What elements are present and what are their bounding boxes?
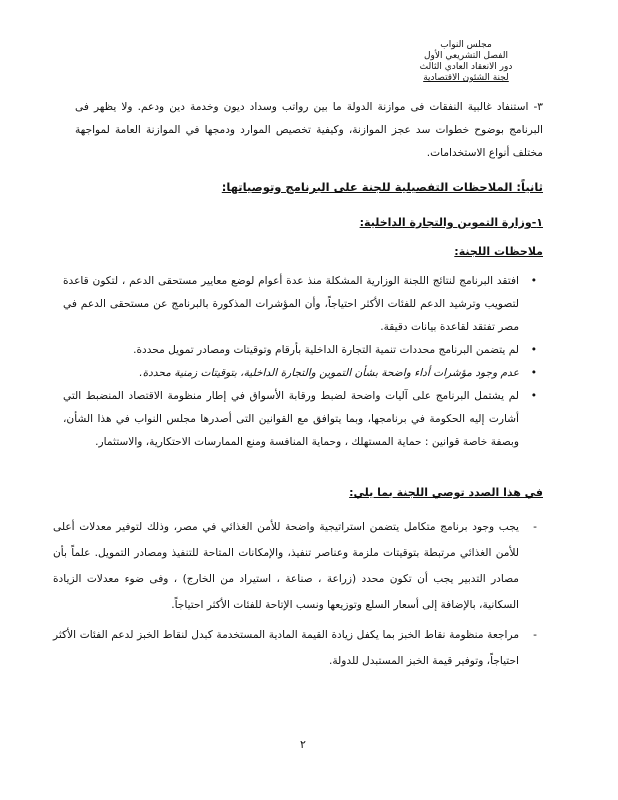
bullet-icon: • <box>530 344 537 356</box>
bullet-icon: • <box>530 390 537 402</box>
bullet-icon: • <box>530 367 537 379</box>
intro-point <box>75 96 543 165</box>
intro-point-number: ٣- <box>533 101 543 113</box>
recommendations-title: في هذا الصدد توصي اللجنة بما يلي: <box>349 486 543 499</box>
header-parliament: مجلس النواب <box>440 40 492 50</box>
recommendation-item <box>53 622 543 674</box>
intro-point-text: استنفاد غالبية النفقات فى موازنة الدولة ما بين رواتب وسداد ديون وخدمة دين ودعم. ولا يظهر فى البرنامج بوضوح خطوات سد عجز الموازنة، وكيفية تخصيص الموارد ودمجها في الموازنة العامة لمواجهة مختلف أنواع الاستخدامات. <box>75 101 543 159</box>
header-committee: لجنة الشئون الاقتصادية <box>423 73 509 83</box>
observation-item <box>63 270 543 339</box>
recommendation-text: يجب وجود برنامج متكامل يتضمن استراتيجية واضحة للأمن الغذائي في مصر، وذلك لتوفير معدلات أعلى للأمن الغذائي مرتبطة بتوقيتات ملزمة وعناصر تنفيذ، والإمكانات المتاحة للتنفيذ ومصادر التمويل. علماً بأن مصادر التدبير يجب أن تكون محدد (زراعة ، صناعة ، استيراد من الخارج) ، وفى ضوء معدلات الزيادة السكانية، بالإضافة إلى أسعار السلع وتوزيعها ونسب الإتاحة للفئات الأكثر احتياجاً. <box>53 521 519 611</box>
bullet-icon: • <box>530 275 537 287</box>
observation-text: عدم وجود مؤشرات أداء واضحة بشأن التموين والتجارة الداخلية، بتوقيتات زمنية محددة. <box>139 367 519 379</box>
dash-icon: - <box>533 521 537 533</box>
observations-list <box>63 270 543 454</box>
observation-item <box>63 362 543 385</box>
page-number: ٢ <box>300 738 306 751</box>
recommendation-text: مراجعة منظومة نقاط الخبز بما يكفل زيادة القيمة المادية المستخدمة كبدل لنقاط الخبز لدعم الفئات الأكثر احتياجاً، وتوفير قيمة الخبز المستبدل للدولة. <box>53 629 519 667</box>
header-legislative-term: الفصل التشريعي الأول <box>424 51 508 61</box>
subsection-title: ١-وزارة التموين والتجارة الداخلية: <box>359 216 543 229</box>
observation-item <box>63 385 543 454</box>
document-header <box>386 40 546 84</box>
observations-title: ملاحظات اللجنة: <box>454 245 543 258</box>
header-session: دور الانعقاد العادي الثالث <box>419 62 513 72</box>
observation-text: لم يشتمل البرنامج على آليات واضحة لضبط ورقابة الأسواق في إطار منظومة الاقتصاد المنضبط التي أشارت إليه الحكومة في برنامجها، وبما يتوافق مع القوانين التى أصدرها مجلس النواب في هذا الشأن، وبصفة خاصة قوانين : حماية المستهلك ، وحماية المنافسة ومنع الممارسات الاحتكارية، والاستثمار. <box>63 390 519 448</box>
recommendation-item <box>53 514 543 618</box>
observation-item <box>63 339 543 362</box>
observation-text: لم يتضمن البرنامج محددات تنمية التجارة الداخلية بأرقام وتوقيتات ومصادر تمويل محددة. <box>133 344 519 356</box>
recommendations-list <box>53 514 543 678</box>
section-title: ثانياً: الملاحظات التفصيلية للجنة على البرنامج وتوصياتها: <box>221 180 543 194</box>
observation-text: افتقد البرنامج لنتائج اللجنة الوزارية المشكلة منذ عدة أعوام لوضع معايير مستحقى الدعم ، لتكون قاعدة لتصويب وترشيد الدعم للفئات الأكثر احتياجاً، وأن المؤشرات المذكورة بالبرنامج عن مستحقى الدعم في مصر تفتقد لقاعدة بيانات دقيقة. <box>63 275 519 333</box>
dash-icon: - <box>533 629 537 641</box>
